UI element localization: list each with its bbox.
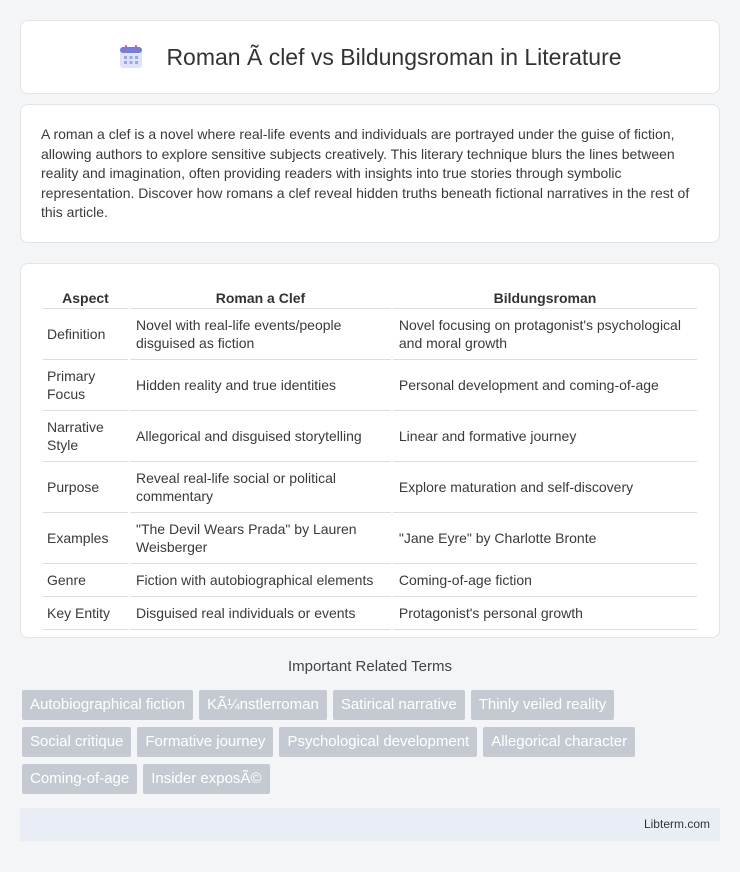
calendar-icon [118, 44, 144, 70]
table-header-row [43, 284, 697, 309]
roman-a-clef-cell: Disguised real individuals or events [129, 597, 392, 630]
intro-text: A roman a clef is a novel where real-life events and individuals are portrayed under the guise of fiction, allowing authors to explore sensitive subjects creatively. This literary technique blurs the lines between reality and imagination, often providing readers with insights into true stories through symbolic representation. Discover how romans a clef reveal hidden truths beneath fictional narratives in the rest of this article. [41, 126, 690, 220]
bildungsroman-cell: "Jane Eyre" by Charlotte Bronte [392, 513, 697, 564]
related-term-tag[interactable]: KÃ¼nstlerroman [199, 690, 327, 720]
header-aspect: Aspect [43, 284, 129, 309]
related-term-tag[interactable]: Allegorical character [483, 727, 635, 757]
aspect-cell: Purpose [43, 462, 129, 513]
related-term-tag[interactable]: Insider exposÃ© [143, 764, 269, 794]
related-term-tag[interactable]: Thinly veiled reality [471, 690, 615, 720]
related-term-tag[interactable]: Formative journey [137, 727, 273, 757]
table-row [43, 360, 697, 411]
table-row [43, 513, 697, 564]
table-row [43, 309, 697, 360]
footer [20, 808, 720, 841]
aspect-cell: Key Entity [43, 597, 129, 630]
aspect-cell: Primary Focus [43, 360, 129, 411]
table-row [43, 597, 697, 630]
header-bildungsroman: Bildungsroman [392, 284, 697, 309]
bildungsroman-cell: Explore maturation and self-discovery [392, 462, 697, 513]
related-term-tag[interactable]: Satirical narrative [333, 690, 465, 720]
related-terms-list [22, 690, 722, 801]
roman-a-clef-cell: Fiction with autobiographical elements [129, 564, 392, 597]
aspect-cell: Narrative Style [43, 411, 129, 462]
title-card [20, 20, 720, 94]
footer-site-link[interactable]: Libterm.com [643, 817, 710, 831]
page-title: Roman Ã clef vs Bildungsroman in Literature [166, 43, 622, 70]
bildungsroman-cell: Coming-of-age fiction [392, 564, 697, 597]
header-roman-a-clef: Roman a Clef [129, 284, 392, 309]
roman-a-clef-cell: "The Devil Wears Prada" by Lauren Weisberger [129, 513, 392, 564]
roman-a-clef-cell: Reveal real-life social or political commentary [129, 462, 392, 513]
comparison-table [43, 284, 697, 630]
bildungsroman-cell: Protagonist's personal growth [392, 597, 697, 630]
bildungsroman-cell: Linear and formative journey [392, 411, 697, 462]
bildungsroman-cell: Personal development and coming-of-age [392, 360, 697, 411]
aspect-cell: Examples [43, 513, 129, 564]
intro-card [20, 104, 720, 243]
related-term-tag[interactable]: Social critique [22, 727, 131, 757]
related-terms-title: Important Related Terms [288, 658, 452, 675]
roman-a-clef-cell: Hidden reality and true identities [129, 360, 392, 411]
aspect-cell: Definition [43, 309, 129, 360]
related-term-tag[interactable]: Autobiographical fiction [22, 690, 193, 720]
table-row [43, 411, 697, 462]
related-term-tag[interactable]: Psychological development [279, 727, 477, 757]
related-term-tag[interactable]: Coming-of-age [22, 764, 137, 794]
table-row [43, 462, 697, 513]
table-row [43, 564, 697, 597]
bildungsroman-cell: Novel focusing on protagonist's psychological and moral growth [392, 309, 697, 360]
roman-a-clef-cell: Novel with real-life events/people disguised as fiction [129, 309, 392, 360]
roman-a-clef-cell: Allegorical and disguised storytelling [129, 411, 392, 462]
comparison-table-card [20, 263, 720, 638]
aspect-cell: Genre [43, 564, 129, 597]
